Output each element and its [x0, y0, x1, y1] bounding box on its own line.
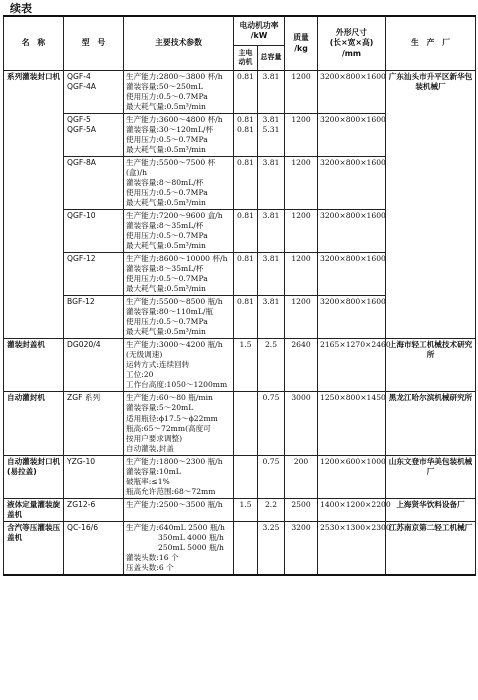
row-model: QGF-12	[64, 253, 124, 296]
row-model: BGF-12	[64, 296, 124, 339]
row-model: ZGF 系列	[64, 392, 124, 455]
row-mass: 1200	[285, 71, 318, 114]
row-dims: 3200×800×1600	[318, 114, 386, 157]
table-row	[4, 455, 476, 498]
row-total-power: 3.81	[258, 157, 285, 210]
header-main-motor: 主电 动机	[234, 46, 258, 71]
row-total-power: 0.75	[258, 392, 285, 455]
row-params: 生产能力:3600～4800 杯/h 灌装容量:30～120mL/杯 使用压力:0.5～0.7MPa 最大耗气量:0.5m³/min	[124, 114, 234, 157]
row-dims: 2165×1270×2460	[318, 339, 386, 392]
row-params: 生产能力:640mL 2500 瓶/h 350mL 4000 瓶/h 250mL 5000 瓶/h 灌装头数:16 个 压盖头数:6 个	[124, 521, 234, 575]
header-model: 型 号	[64, 16, 124, 71]
row-name: 液体定量灌装旋盖机	[4, 498, 64, 521]
header-total-capacity: 总容量	[258, 46, 285, 71]
table-row	[4, 392, 476, 455]
row-main-power	[234, 455, 258, 498]
continued-caption: 续表	[10, 2, 32, 15]
row-mass: 1200	[285, 296, 318, 339]
row-maker: 上海市轻工机械技术研究所	[386, 339, 476, 392]
row-model: QGF-8A	[64, 157, 124, 210]
row-total-power: 2.2	[258, 498, 285, 521]
row-total-power: 0.75	[258, 455, 285, 498]
row-params: 生产能力:5500～8500 瓶/h 灌装容量:80～110mL/瓶 使用压力:0.5～0.7MPa 最大耗气量:0.5m³/min	[124, 296, 234, 339]
row-total-power: 3.81	[258, 296, 285, 339]
row-mass: 3200	[285, 521, 318, 575]
row-dims: 2530×1300×2300	[318, 521, 386, 575]
row-params: 生产能力:7200～9600 盒/h 灌装容量:8～35mL/杯 使用压力:0.5～0.7MPa 最大耗气量:0.5m³/min	[124, 210, 234, 253]
header-power-group: 电动机功率 /kW	[234, 16, 285, 46]
row-maker: 黑龙江哈尔滨机械研究所	[386, 392, 476, 455]
row-name: 自动灌封机	[4, 392, 64, 455]
row-total-power: 3.81	[258, 210, 285, 253]
row-params: 生产能力:5500～7500 杯 (盒)/h 灌装容量:8～80mL/杯 使用压力:0.5～0.7MPa 最大耗气量:0.5m³/min	[124, 157, 234, 210]
row-main-power: 0.81	[234, 210, 258, 253]
row-name: 含汽等压灌装压盖机	[4, 521, 64, 575]
row-name: 灌装封盖机	[4, 339, 64, 392]
row-dims: 1250×800×1450	[318, 392, 386, 455]
table-row	[4, 339, 476, 392]
row-maker: 上海贤华饮料设备厂	[386, 498, 476, 521]
row-total-power: 3.81	[258, 253, 285, 296]
row-main-power: 0.81	[234, 296, 258, 339]
row-main-power: 0.81 0.81	[234, 114, 258, 157]
row-dims: 3200×800×1600	[318, 253, 386, 296]
row-model: QGF-4 QGF-4A	[64, 71, 124, 114]
row-total-power: 3.25	[258, 521, 285, 575]
row-dims: 1200×600×1000	[318, 455, 386, 498]
row-mass: 3000	[285, 392, 318, 455]
row-model: QGF-5 QGF-5A	[64, 114, 124, 157]
row-dims: 1400×1200×2200	[318, 498, 386, 521]
row-model: ZG12-6	[64, 498, 124, 521]
row-model: QC-16/6	[64, 521, 124, 575]
row-mass: 1200	[285, 253, 318, 296]
row-dims: 3200×800×1600	[318, 157, 386, 210]
row-mass: 1200	[285, 210, 318, 253]
row-mass: 200	[285, 455, 318, 498]
row-total-power: 3.81	[258, 71, 285, 114]
row-name: 自动灌装封口机(易拉盖)	[4, 455, 64, 498]
row-model: DG020/4	[64, 339, 124, 392]
row-params: 生产能力:1800～2300 瓶/h 灌装容量:10mL 破瓶率:≤1% 瓶高允许范围:68～72mm	[124, 455, 234, 498]
row-main-power: 0.81	[234, 157, 258, 210]
row-maker: 山东文登市华美包装机械厂	[386, 455, 476, 498]
header-mass: 质量 /kg	[285, 16, 318, 71]
row-mass: 2500	[285, 498, 318, 521]
row-dims: 3200×800×1600	[318, 210, 386, 253]
row-maker: 广东汕头市升平区新华包装机械厂	[386, 71, 476, 339]
row-main-power: 1.5	[234, 339, 258, 392]
row-model: QGF-10	[64, 210, 124, 253]
row-mass: 2640	[285, 339, 318, 392]
equipment-table	[3, 15, 476, 576]
row-params: 生产能力:2800～3800 杯/h 灌装容量:50～250mL 使用压力:0.5～0.7MPa 最大耗气量:0.5m³/min	[124, 71, 234, 114]
row-params: 生产能力:60～80 瓶/min 灌装容量:5～20mL 适用瓶径:ϕ17.5～ϕ22mm 瓶高:65～72mm(高度可 按用户要求调整) 自动灌装,封盖	[124, 392, 234, 455]
header-name: 名 称	[4, 16, 64, 71]
table-row	[4, 498, 476, 521]
row-main-power	[234, 521, 258, 575]
row-params: 生产能力:8600～10000 杯/h 灌装容量:8～35mL/杯 使用压力:0.5～0.7MPa 最大耗气量:0.5m³/min	[124, 253, 234, 296]
row-params: 生产能力:3000～4200 瓶/h (无级调速) 运转方式:连续回转 工位:20 工作台高度:1050～1200mm	[124, 339, 234, 392]
row-mass: 1200	[285, 157, 318, 210]
row-maker: 江苏南京第二轻工机械厂	[386, 521, 476, 575]
row-params: 生产能力:2500～3500 瓶/h	[124, 498, 234, 521]
row-main-power: 0.81	[234, 71, 258, 114]
row-main-power: 1.5	[234, 498, 258, 521]
row-total-power: 2.5	[258, 339, 285, 392]
row-mass: 1200	[285, 114, 318, 157]
header-params: 主要技术参数	[124, 16, 234, 71]
row-model: YZG-10	[64, 455, 124, 498]
row-name: 系列灌装封口机	[4, 71, 64, 339]
row-dims: 3200×800×1600	[318, 71, 386, 114]
header-maker: 生 产 厂	[386, 16, 476, 71]
row-dims: 3200×800×1600	[318, 296, 386, 339]
table-row	[4, 71, 476, 114]
header-dims: 外形尺寸 (长×宽×高) /mm	[318, 16, 386, 71]
table-row	[4, 521, 476, 575]
row-main-power: 0.81	[234, 253, 258, 296]
row-main-power	[234, 392, 258, 455]
row-total-power: 3.81 5.31	[258, 114, 285, 157]
